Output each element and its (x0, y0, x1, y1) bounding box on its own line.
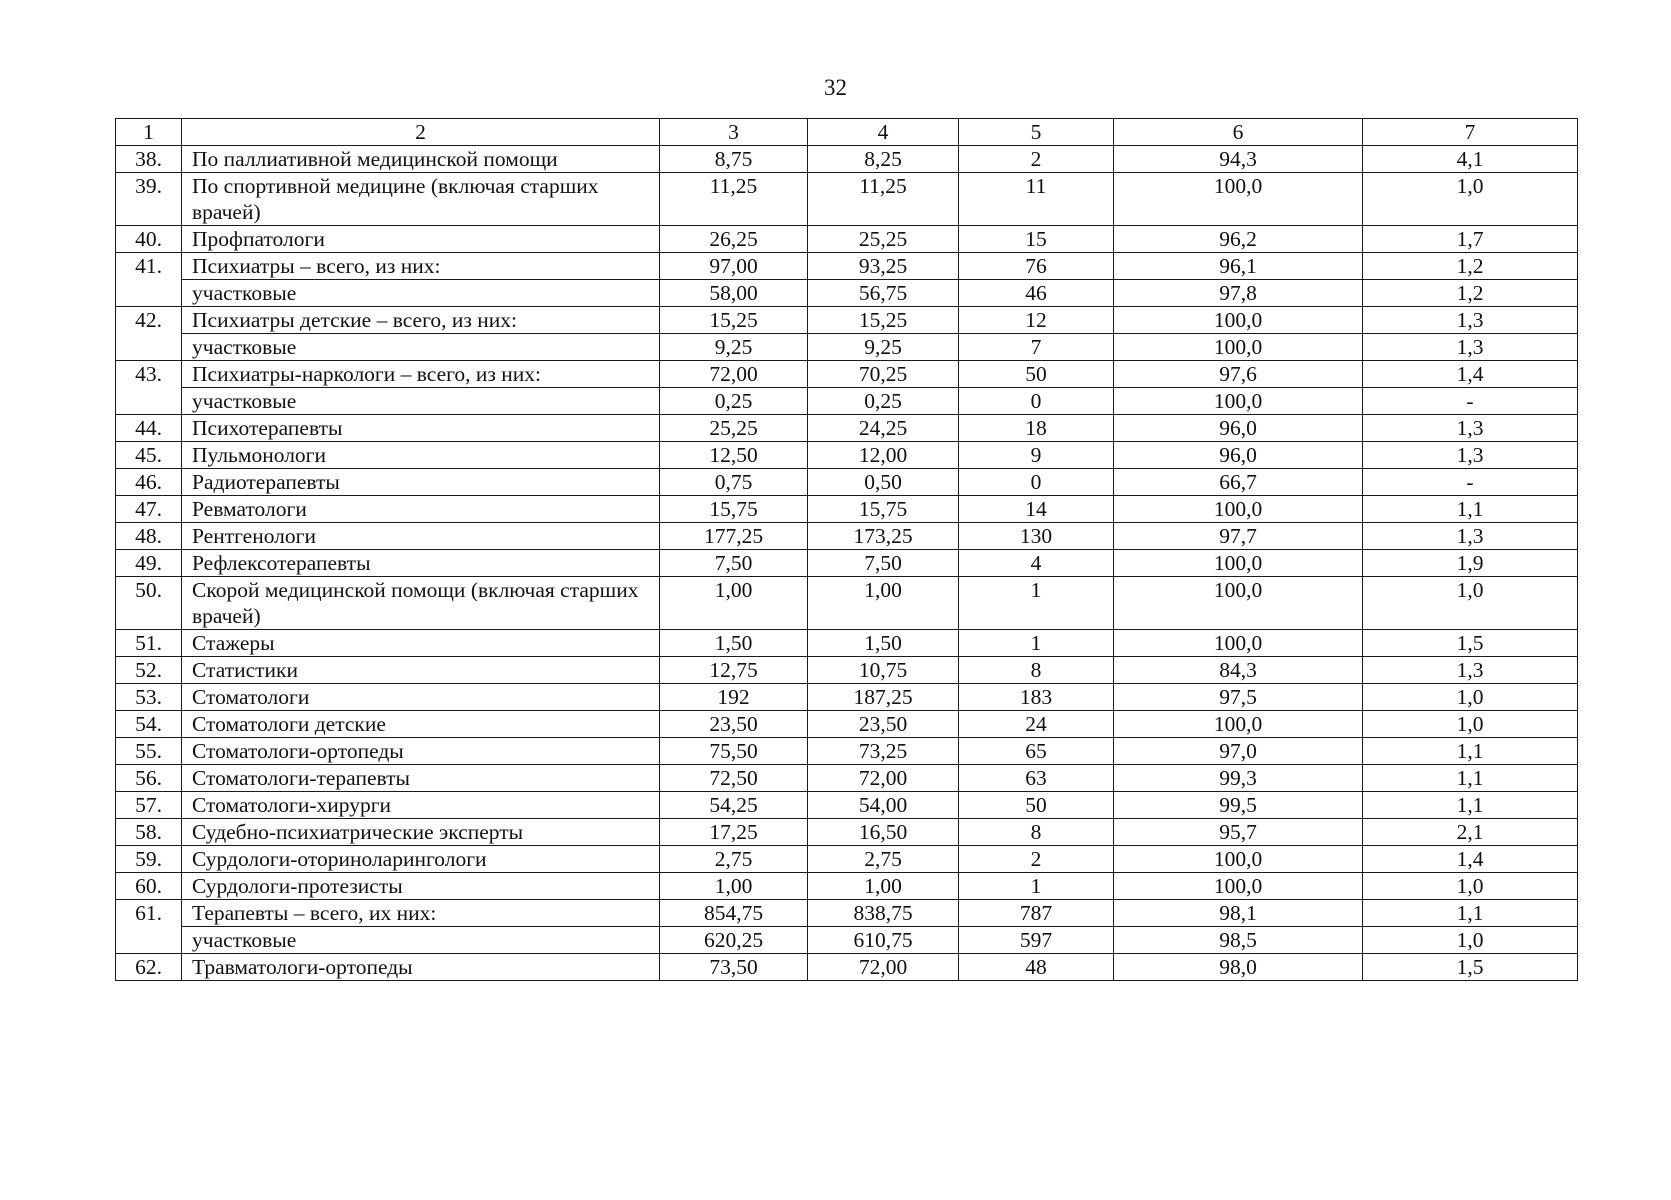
col5-cell: 0 (959, 469, 1114, 496)
row-number-cell: 38. (116, 146, 182, 173)
col5-cell: 50 (959, 792, 1114, 819)
col5-cell: 7 (959, 334, 1114, 361)
col7-cell: 1,3 (1363, 442, 1578, 469)
table-row (116, 927, 1578, 954)
specialty-cell: Стоматологи (182, 684, 660, 711)
header-cell: 6 (1114, 119, 1363, 146)
row-number-cell: 52. (116, 657, 182, 684)
col6-cell: 98,0 (1114, 954, 1363, 981)
col7-cell: 1,0 (1363, 873, 1578, 900)
col3-cell: 177,25 (660, 523, 808, 550)
specialty-cell: По паллиативной медицинской помощи (182, 146, 660, 173)
row-number-cell: 54. (116, 711, 182, 738)
col5-cell: 8 (959, 657, 1114, 684)
col4-cell: 8,25 (808, 146, 959, 173)
row-number-cell: 58. (116, 819, 182, 846)
col3-cell: 25,25 (660, 415, 808, 442)
col6-cell: 100,0 (1114, 550, 1363, 577)
col6-cell: 100,0 (1114, 846, 1363, 873)
col7-cell: 1,4 (1363, 846, 1578, 873)
col5-cell: 787 (959, 900, 1114, 927)
col4-cell: 93,25 (808, 253, 959, 280)
col6-cell: 66,7 (1114, 469, 1363, 496)
col5-cell: 12 (959, 307, 1114, 334)
col6-cell: 98,1 (1114, 900, 1363, 927)
table-row (116, 900, 1578, 927)
col7-cell: 1,4 (1363, 361, 1578, 388)
col5-cell: 63 (959, 765, 1114, 792)
col7-cell: 2,1 (1363, 819, 1578, 846)
col7-cell: 1,3 (1363, 523, 1578, 550)
col6-cell: 100,0 (1114, 388, 1363, 415)
col6-cell: 96,2 (1114, 226, 1363, 253)
col3-cell: 17,25 (660, 819, 808, 846)
col4-cell: 15,75 (808, 496, 959, 523)
col6-cell: 95,7 (1114, 819, 1363, 846)
col7-cell: 1,3 (1363, 334, 1578, 361)
table-row (116, 711, 1578, 738)
col4-cell: 12,00 (808, 442, 959, 469)
row-number-cell: 40. (116, 226, 182, 253)
col5-cell: 0 (959, 388, 1114, 415)
table-row (116, 442, 1578, 469)
row-number-cell: 60. (116, 873, 182, 900)
row-number-cell: 57. (116, 792, 182, 819)
row-number-cell: 39. (116, 173, 182, 226)
col3-cell: 192 (660, 684, 808, 711)
specialty-cell: Стажеры (182, 630, 660, 657)
table-row (116, 334, 1578, 361)
col3-cell: 72,50 (660, 765, 808, 792)
col3-cell: 1,50 (660, 630, 808, 657)
col4-cell: 15,25 (808, 307, 959, 334)
specialty-cell: Пульмонологи (182, 442, 660, 469)
header-cell: 3 (660, 119, 808, 146)
specialty-cell: Скорой медицинской помощи (включая старших врачей) (182, 577, 660, 630)
col5-cell: 24 (959, 711, 1114, 738)
table-row (116, 226, 1578, 253)
col7-cell: 1,2 (1363, 280, 1578, 307)
table-row (116, 577, 1578, 630)
col5-cell: 48 (959, 954, 1114, 981)
col6-cell: 84,3 (1114, 657, 1363, 684)
col4-cell: 7,50 (808, 550, 959, 577)
col5-cell: 2 (959, 146, 1114, 173)
col4-cell: 0,25 (808, 388, 959, 415)
specialty-cell: Травматологи-ортопеды (182, 954, 660, 981)
col3-cell: 12,75 (660, 657, 808, 684)
col6-cell: 100,0 (1114, 173, 1363, 226)
col4-cell: 24,25 (808, 415, 959, 442)
col7-cell: 1,3 (1363, 415, 1578, 442)
col5-cell: 50 (959, 361, 1114, 388)
col4-cell: 10,75 (808, 657, 959, 684)
specialty-cell: Статистики (182, 657, 660, 684)
col7-cell: 1,0 (1363, 684, 1578, 711)
col6-cell: 100,0 (1114, 711, 1363, 738)
col6-cell: 97,6 (1114, 361, 1363, 388)
row-number-cell: 62. (116, 954, 182, 981)
row-number-cell: 47. (116, 496, 182, 523)
col4-cell: 72,00 (808, 954, 959, 981)
specialty-cell: Сурдологи-оториноларингологи (182, 846, 660, 873)
col7-cell: 1,1 (1363, 792, 1578, 819)
col5-cell: 1 (959, 873, 1114, 900)
col7-cell: 1,1 (1363, 738, 1578, 765)
col3-cell: 58,00 (660, 280, 808, 307)
specialty-cell: Рефлексотерапевты (182, 550, 660, 577)
col3-cell: 12,50 (660, 442, 808, 469)
col7-cell: 1,7 (1363, 226, 1578, 253)
col6-cell: 97,0 (1114, 738, 1363, 765)
table-row (116, 873, 1578, 900)
table-row (116, 253, 1578, 280)
col7-cell: 1,0 (1363, 577, 1578, 630)
row-number-cell: 59. (116, 846, 182, 873)
row-number-cell: 45. (116, 442, 182, 469)
table-row (116, 550, 1578, 577)
table-row (116, 307, 1578, 334)
specialty-cell: участковые (182, 927, 660, 954)
header-cell: 1 (116, 119, 182, 146)
table-row (116, 684, 1578, 711)
table-row (116, 415, 1578, 442)
specialty-cell: Рентгенологи (182, 523, 660, 550)
col4-cell: 16,50 (808, 819, 959, 846)
specialty-cell: участковые (182, 388, 660, 415)
specialty-cell: Стоматологи-ортопеды (182, 738, 660, 765)
row-number-cell: 61. (116, 900, 182, 954)
row-number-cell: 48. (116, 523, 182, 550)
table-body (116, 119, 1578, 981)
col6-cell: 97,8 (1114, 280, 1363, 307)
col4-cell: 1,00 (808, 873, 959, 900)
col4-cell: 23,50 (808, 711, 959, 738)
row-number-cell: 50. (116, 577, 182, 630)
col3-cell: 15,75 (660, 496, 808, 523)
col6-cell: 96,0 (1114, 442, 1363, 469)
col6-cell: 100,0 (1114, 334, 1363, 361)
specialty-cell: Судебно-психиатрические эксперты (182, 819, 660, 846)
col6-cell: 100,0 (1114, 307, 1363, 334)
col3-cell: 73,50 (660, 954, 808, 981)
row-number-cell: 43. (116, 361, 182, 415)
col4-cell: 610,75 (808, 927, 959, 954)
col3-cell: 854,75 (660, 900, 808, 927)
col4-cell: 11,25 (808, 173, 959, 226)
col4-cell: 56,75 (808, 280, 959, 307)
table-row (116, 173, 1578, 226)
col3-cell: 2,75 (660, 846, 808, 873)
col5-cell: 14 (959, 496, 1114, 523)
col3-cell: 11,25 (660, 173, 808, 226)
col5-cell: 8 (959, 819, 1114, 846)
col7-cell: 1,0 (1363, 711, 1578, 738)
specialty-cell: Стоматологи-терапевты (182, 765, 660, 792)
col3-cell: 7,50 (660, 550, 808, 577)
specialty-cell: участковые (182, 280, 660, 307)
col5-cell: 130 (959, 523, 1114, 550)
col6-cell: 100,0 (1114, 630, 1363, 657)
specialty-cell: По спортивной медицине (включая старших врачей) (182, 173, 660, 226)
col5-cell: 4 (959, 550, 1114, 577)
col4-cell: 838,75 (808, 900, 959, 927)
col7-cell: 1,1 (1363, 900, 1578, 927)
col4-cell: 1,50 (808, 630, 959, 657)
specialty-cell: Профпатологи (182, 226, 660, 253)
header-row (116, 119, 1578, 146)
row-number-cell: 53. (116, 684, 182, 711)
col7-cell: 1,0 (1363, 927, 1578, 954)
specialty-cell: Психиатры-наркологи – всего, из них: (182, 361, 660, 388)
col5-cell: 2 (959, 846, 1114, 873)
header-cell: 5 (959, 119, 1114, 146)
row-number-cell: 42. (116, 307, 182, 361)
col3-cell: 72,00 (660, 361, 808, 388)
table-row (116, 765, 1578, 792)
table-row (116, 819, 1578, 846)
col5-cell: 597 (959, 927, 1114, 954)
table-row (116, 738, 1578, 765)
col7-cell: 1,3 (1363, 307, 1578, 334)
col5-cell: 65 (959, 738, 1114, 765)
row-number-cell: 56. (116, 765, 182, 792)
col5-cell: 9 (959, 442, 1114, 469)
col4-cell: 25,25 (808, 226, 959, 253)
col4-cell: 0,50 (808, 469, 959, 496)
col7-cell: 1,9 (1363, 550, 1578, 577)
specialty-cell: Психиатры – всего, из них: (182, 253, 660, 280)
col6-cell: 96,1 (1114, 253, 1363, 280)
col3-cell: 9,25 (660, 334, 808, 361)
table-row (116, 496, 1578, 523)
col7-cell: 1,2 (1363, 253, 1578, 280)
col3-cell: 23,50 (660, 711, 808, 738)
row-number-cell: 46. (116, 469, 182, 496)
col6-cell: 96,0 (1114, 415, 1363, 442)
col7-cell: 1,1 (1363, 765, 1578, 792)
specialty-cell: Терапевты – всего, их них: (182, 900, 660, 927)
col7-cell: 1,0 (1363, 173, 1578, 226)
specialty-cell: Ревматологи (182, 496, 660, 523)
row-number-cell: 49. (116, 550, 182, 577)
col7-cell: 1,1 (1363, 496, 1578, 523)
table-row (116, 280, 1578, 307)
col3-cell: 620,25 (660, 927, 808, 954)
col4-cell: 73,25 (808, 738, 959, 765)
col3-cell: 1,00 (660, 873, 808, 900)
specialty-cell: Психиатры детские – всего, из них: (182, 307, 660, 334)
specialty-cell: участковые (182, 334, 660, 361)
col3-cell: 26,25 (660, 226, 808, 253)
header-cell: 2 (182, 119, 660, 146)
row-number-cell: 41. (116, 253, 182, 307)
specialty-cell: Стоматологи-хирурги (182, 792, 660, 819)
staffing-table (115, 118, 1578, 981)
col6-cell: 100,0 (1114, 496, 1363, 523)
table-row (116, 361, 1578, 388)
col6-cell: 98,5 (1114, 927, 1363, 954)
col7-cell: 1,5 (1363, 954, 1578, 981)
col6-cell: 94,3 (1114, 146, 1363, 173)
specialty-cell: Сурдологи-протезисты (182, 873, 660, 900)
col4-cell: 54,00 (808, 792, 959, 819)
table-row (116, 630, 1578, 657)
col4-cell: 187,25 (808, 684, 959, 711)
col3-cell: 75,50 (660, 738, 808, 765)
col6-cell: 99,5 (1114, 792, 1363, 819)
col5-cell: 18 (959, 415, 1114, 442)
col7-cell: 4,1 (1363, 146, 1578, 173)
col4-cell: 173,25 (808, 523, 959, 550)
col3-cell: 15,25 (660, 307, 808, 334)
specialty-cell: Радиотерапевты (182, 469, 660, 496)
col5-cell: 183 (959, 684, 1114, 711)
col3-cell: 0,75 (660, 469, 808, 496)
row-number-cell: 55. (116, 738, 182, 765)
table-row (116, 146, 1578, 173)
table-row (116, 954, 1578, 981)
col7-cell: - (1363, 469, 1578, 496)
col7-cell: - (1363, 388, 1578, 415)
col6-cell: 97,5 (1114, 684, 1363, 711)
header-cell: 7 (1363, 119, 1578, 146)
col5-cell: 11 (959, 173, 1114, 226)
col3-cell: 54,25 (660, 792, 808, 819)
header-cell: 4 (808, 119, 959, 146)
col3-cell: 1,00 (660, 577, 808, 630)
table-row (116, 469, 1578, 496)
col4-cell: 2,75 (808, 846, 959, 873)
page-number: 32 (824, 75, 847, 100)
col6-cell: 97,7 (1114, 523, 1363, 550)
col4-cell: 1,00 (808, 577, 959, 630)
col3-cell: 97,00 (660, 253, 808, 280)
row-number-cell: 44. (116, 415, 182, 442)
col6-cell: 100,0 (1114, 577, 1363, 630)
col3-cell: 8,75 (660, 146, 808, 173)
col7-cell: 1,5 (1363, 630, 1578, 657)
col5-cell: 46 (959, 280, 1114, 307)
col5-cell: 15 (959, 226, 1114, 253)
col4-cell: 9,25 (808, 334, 959, 361)
col6-cell: 99,3 (1114, 765, 1363, 792)
col7-cell: 1,3 (1363, 657, 1578, 684)
col6-cell: 100,0 (1114, 873, 1363, 900)
col5-cell: 1 (959, 630, 1114, 657)
col5-cell: 1 (959, 577, 1114, 630)
row-number-cell: 51. (116, 630, 182, 657)
specialty-cell: Стоматологи детские (182, 711, 660, 738)
table-row (116, 523, 1578, 550)
col4-cell: 70,25 (808, 361, 959, 388)
table-row (116, 846, 1578, 873)
col3-cell: 0,25 (660, 388, 808, 415)
table-row (116, 657, 1578, 684)
col5-cell: 76 (959, 253, 1114, 280)
specialty-cell: Психотерапевты (182, 415, 660, 442)
col4-cell: 72,00 (808, 765, 959, 792)
table-row (116, 388, 1578, 415)
table-row (116, 792, 1578, 819)
